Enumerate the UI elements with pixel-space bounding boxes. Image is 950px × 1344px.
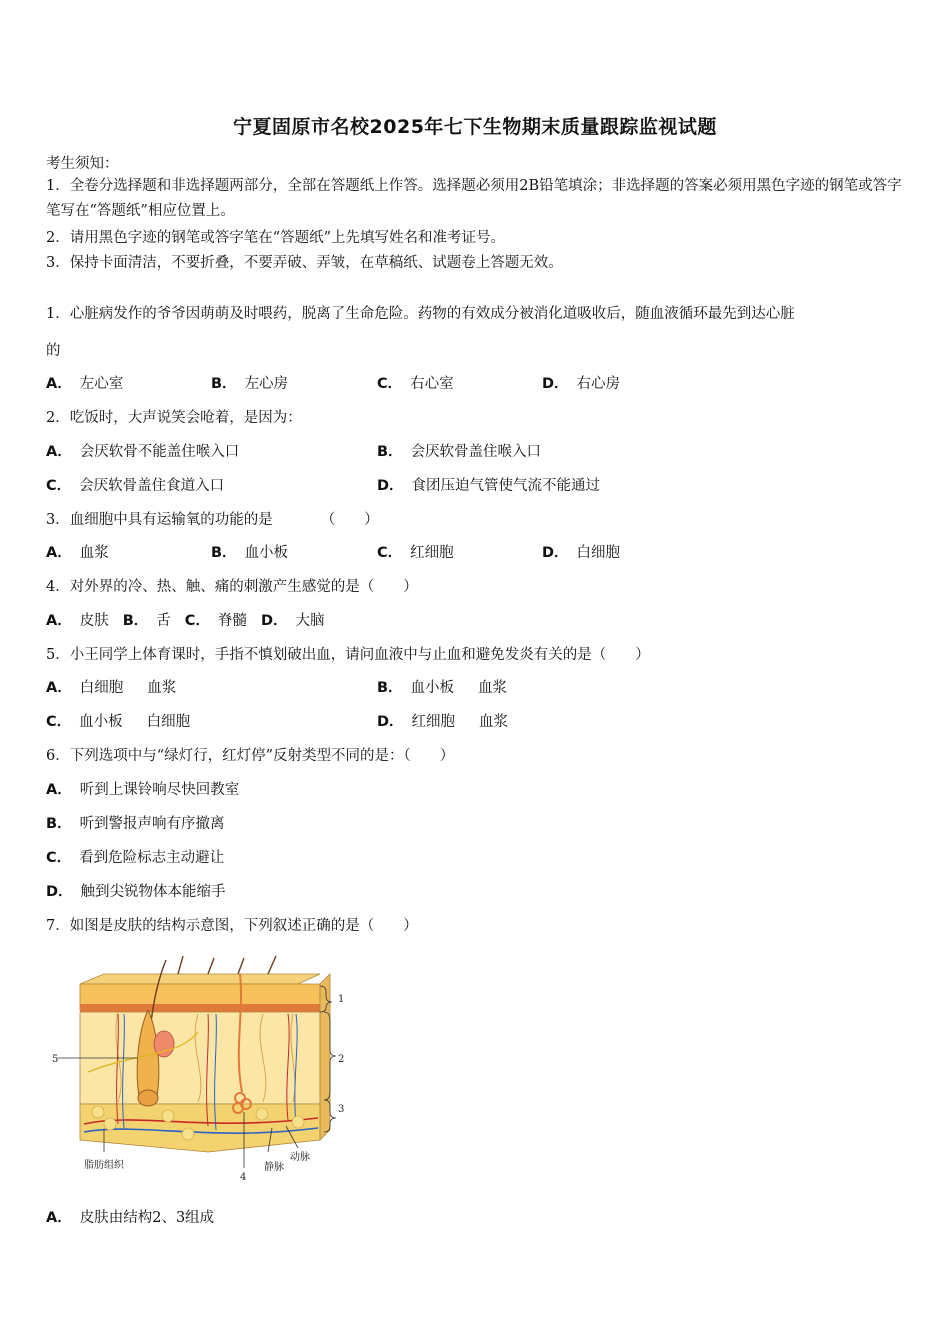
option-text: 血小板: [410, 680, 455, 696]
option-label: B．: [377, 680, 403, 696]
label-fat-tissue: 脂肪组织: [84, 1160, 124, 1171]
option-text: 听到上课铃响尽快回教室: [79, 782, 240, 798]
option-a[interactable]: [46, 676, 176, 697]
question-1-stem: 1．心脏病发作的爷爷因萌萌及时喂药，脱离了生命危险。药物的有效成分被消化道吸收后，随血液循环最先到达心脏: [46, 306, 795, 322]
question-5-stem: 5．小王同学上体育课时，手指不慎划破出血，请问血液中与止血和避免发炎有关的是（ ）: [46, 647, 650, 663]
option-text: 皮肤: [79, 613, 109, 629]
option-label: D．: [377, 478, 404, 494]
option-text: 血小板: [244, 545, 289, 561]
option-text: 左心房: [244, 376, 289, 392]
question-3-text: 3．血细胞中具有运输氧的功能的是: [46, 512, 273, 528]
option-label: C．: [46, 850, 72, 866]
option-label: C．: [46, 478, 72, 494]
option-text: 看到危险标志主动避让: [79, 850, 225, 866]
subcutaneous-layer: [80, 1104, 320, 1152]
option-label: C．: [377, 376, 403, 392]
option-a[interactable]: [46, 1206, 214, 1227]
option-text: 脊髓: [217, 613, 247, 629]
option-a[interactable]: [46, 778, 239, 799]
question-1-stem-cont: 的: [46, 343, 61, 359]
option-d[interactable]: [377, 710, 508, 731]
option-text: 食团压迫气管使气流不能通过: [411, 478, 601, 494]
skin-structure-diagram: [48, 952, 348, 1184]
label-4: 4: [240, 1172, 247, 1183]
label-artery: 动脉: [290, 1152, 310, 1163]
option-label: D．: [377, 714, 404, 730]
hair-bulb: [138, 1090, 158, 1106]
option-text: 白细胞: [576, 545, 621, 561]
option-b[interactable]: [377, 440, 541, 461]
option-label: A．: [46, 444, 72, 460]
option-text: 会厌软骨不能盖住喉入口: [79, 444, 240, 460]
notice-item-1: 1．全卷分选择题和非选择题两部分，全部在答题纸上作答。选择题必须用2B铅笔填涂；非选择题的答案必须用黑色字迹的钢笔或答字笔写在“答题纸”相应位置上。: [46, 178, 902, 219]
label-vein: 静脉: [264, 1162, 284, 1173]
notice-item-3: 3．保持卡面清洁，不要折叠，不要弄破、弄皱，在草稿纸、试题卷上答题无效。: [46, 255, 563, 271]
option-text: 听到警报声响有序撤离: [79, 816, 225, 832]
option-label: A．: [46, 680, 72, 696]
option-label: B．: [211, 376, 237, 392]
option-c[interactable]: [185, 613, 247, 629]
option-a[interactable]: [46, 613, 109, 629]
option-c[interactable]: [46, 474, 224, 495]
option-text-2: 血浆: [478, 680, 508, 696]
question-6-stem: 6．下列选项中与“绿灯行，红灯停”反射类型不同的是：（ ）: [46, 748, 455, 764]
option-text: 触到尖锐物体本能缩手: [80, 884, 226, 900]
option-label: D．: [46, 884, 73, 900]
option-label: C．: [184, 613, 210, 629]
option-label: B．: [377, 444, 403, 460]
option-d[interactable]: [542, 541, 620, 562]
option-a[interactable]: [46, 541, 109, 562]
option-b[interactable]: [123, 613, 171, 629]
option-a[interactable]: [46, 440, 239, 461]
label-5: 5: [52, 1054, 59, 1065]
answer-paren: （ ）: [320, 512, 379, 528]
skin-side-face: [320, 974, 330, 1140]
option-a[interactable]: [46, 372, 123, 393]
option-b[interactable]: [211, 372, 288, 393]
option-label: D．: [542, 376, 569, 392]
option-text: 红细胞: [410, 545, 454, 561]
skin-top-surface: [80, 974, 320, 984]
option-label: D．: [260, 613, 288, 629]
label-1: 1: [338, 994, 345, 1005]
option-c[interactable]: [46, 710, 190, 731]
option-text: 左心室: [79, 376, 124, 392]
option-text-2: 白细胞: [146, 714, 191, 730]
option-text: 血小板: [79, 714, 123, 730]
option-text: 会厌软骨盖住喉入口: [410, 444, 542, 460]
option-label: C．: [46, 714, 72, 730]
option-d[interactable]: [377, 474, 600, 495]
option-label: A．: [46, 782, 72, 798]
notice-heading: 考生须知：: [46, 156, 119, 172]
option-label: B．: [211, 545, 237, 561]
notice-item-2: 2．请用黑色字迹的钢笔或答字笔在“答题纸”上先填写姓名和准考证号。: [46, 230, 506, 246]
page-title: 宁夏固原市名校2025年七下生物期末质量跟踪监视试题: [233, 116, 717, 138]
option-label: B．: [122, 613, 149, 629]
option-d[interactable]: [46, 880, 226, 901]
option-d[interactable]: [261, 613, 325, 629]
option-text: 白细胞: [79, 680, 124, 696]
option-b[interactable]: [377, 676, 507, 697]
option-c[interactable]: [377, 372, 454, 393]
question-7-stem: 7．如图是皮肤的结构示意图，下列叙述正确的是（ ）: [46, 918, 418, 934]
option-b[interactable]: [46, 812, 225, 833]
option-label: A．: [46, 1210, 72, 1226]
option-text: 右心房: [576, 376, 621, 392]
option-label: B．: [46, 816, 72, 832]
option-label: D．: [542, 545, 569, 561]
label-3: 3: [338, 1104, 345, 1115]
label-2: 2: [338, 1054, 345, 1065]
option-text: 大脑: [295, 613, 325, 629]
option-text-2: 血浆: [479, 714, 509, 730]
option-c[interactable]: [46, 846, 224, 867]
option-text: 右心室: [410, 376, 454, 392]
option-text: 会厌软骨盖住食道入口: [79, 478, 225, 494]
option-text: 血浆: [79, 545, 109, 561]
option-text: 红细胞: [411, 714, 456, 730]
option-c[interactable]: [377, 541, 454, 562]
option-label: A．: [46, 376, 72, 392]
option-d[interactable]: [542, 372, 620, 393]
question-2-stem: 2．吃饭时，大声说笑会呛着，是因为：: [46, 410, 302, 426]
option-text: 皮肤由结构2、3组成: [79, 1210, 215, 1226]
option-text: 舌: [156, 613, 171, 629]
question-4-options: [46, 609, 325, 630]
question-4-stem: 4．对外界的冷、热、触、痛的刺激产生感觉的是（ ）: [46, 579, 418, 595]
question-3-stem: [46, 508, 379, 529]
option-label: A．: [46, 613, 72, 629]
option-label: A．: [46, 545, 72, 561]
option-text-2: 血浆: [147, 680, 177, 696]
option-b[interactable]: [211, 541, 288, 562]
option-label: C．: [377, 545, 403, 561]
epidermis-basal-layer: [80, 1004, 320, 1012]
